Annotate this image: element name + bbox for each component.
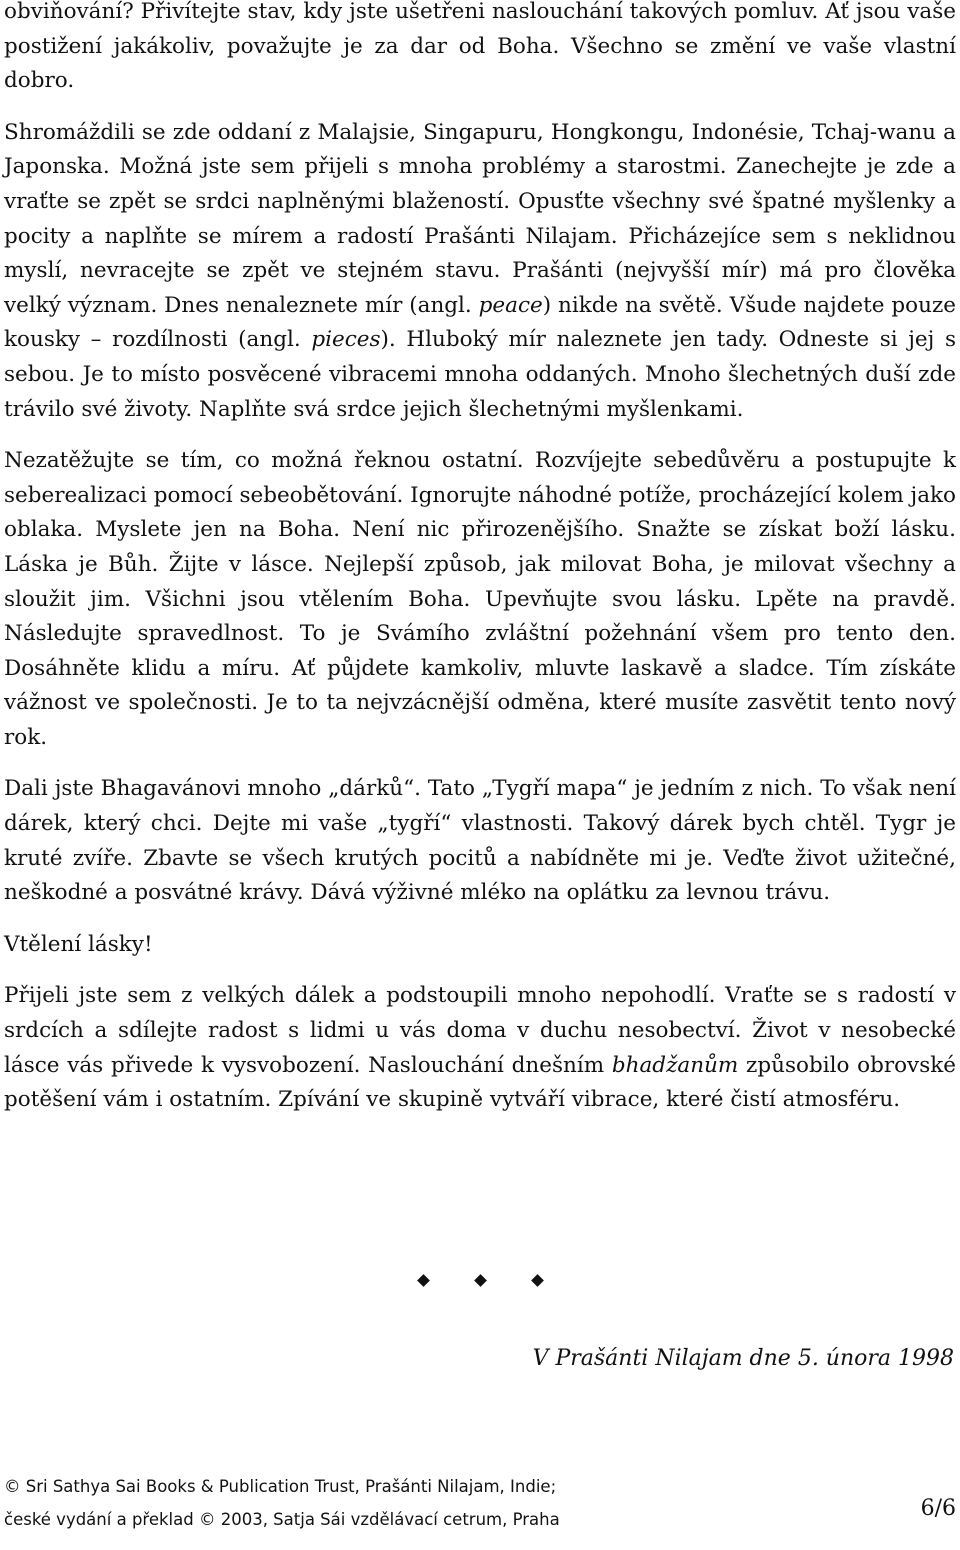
paragraph-6	[4, 979, 956, 1117]
paragraph-2-text-1: Shromáždili se zde oddaní z Malajsie, Singapuru, Hongkongu, Indonésie, Tchaj-wanu a Japonska. Možná jste sem přijeli s mnoha problémy a starostmi. Zanechejte je zde a vraťte se zpět se srdci naplněnými blažeností. Opusťte všechny své špatné myšlenky a pocity a naplňte se mírem a radostí Prašánti Nilajam. Přicházejíce sem s neklidnou myslí, nevracejte se zpět ve stejném stavu. Prašánti (nejvyšší mír) má pro člověka velký význam. Dnes nenaleznete mír (angl.	[4, 119, 956, 318]
paragraph-6-em-bhadzanum: bhadžanům	[611, 1052, 739, 1078]
dateline: V Prašánti Nilajam dne 5. února 1998	[532, 1346, 954, 1371]
body-text	[4, 0, 956, 1118]
page-footer	[4, 1470, 956, 1550]
paragraph-4: Dali jste Bhagavánovi mnoho „dárků“. Tato „Tygří mapa“ je jedním z nich. To však není dárek, který chci. Dejte mi vaše „tygří“ vlastnosti. Takový dárek bych chtěl. Tygr je kruté zvíře. Zbavte se všech krutých pocitů a nabídněte mi je. Veďte život užitečné, neškodné a posvátné krávy. Dává výživné mléko na oplátku za levnou trávu.	[4, 776, 956, 906]
diamond-icon	[531, 1274, 544, 1287]
paragraph-1: obviňování? Přivítejte stav, kdy jste ušetřeni naslouchání takových pomluv. Ať jsou vaše postižení jakákoliv, považujte je za dar od Boha. Všechno se změní ve vaše vlastní dobro.	[4, 0, 956, 94]
footer-copyright-line-1: © Sri Sathya Sai Books & Publication Trust, Prašánti Nilajam, Indie;	[4, 1477, 557, 1496]
footer-copyright-line-2: české vydání a překlad © 2003, Satja Sái vzdělávací cetrum, Praha	[4, 1510, 560, 1529]
paragraph-3: Nezatěžujte se tím, co možná řeknou ostatní. Rozvíjejte sebedůvěru a postupujte k seberealizaci pomocí sebeobětování. Ignorujte náhodné potíže, procházející kolem jako oblaka. Myslete jen na Boha. Není nic přirozenějšího. Snažte se získat boží lásku. Láska je Bůh. Žijte v lásce. Nejlepší způsob, jak milovat Boha, je milovat všechny a sloužit jim. Všichni jsou vtělením Boha. Upevňujte svou lásku. Lpěte na pravdě. Následujte spravedlnost. To je Svámího zvláštní požehnání všem pro tento den. Dosáhněte klidu a míru. Ať půjdete kamkoliv, mluvte laskavě a sladce. Tím získáte vážnost ve společnosti. Je to ta nejvzácnější odměna, které musíte zasvětit tento nový rok.	[4, 448, 957, 750]
paragraph-2-em-peace: peace	[478, 292, 543, 318]
footer-copyright	[4, 1470, 560, 1536]
paragraph-6-text-1: Přijeli jste sem z velkých dálek a podstoupili mnoho nepohodlí. Vraťte se s radostí v srdcích a sdílejte radost s lidmi u vás doma v duchu nesobectví. Život v nesobecké lásce vás přivede k vysvobození. Naslouchání dnešním	[4, 983, 956, 1078]
paragraph-2-text-2: ) nikde na světě. Všude najdete pouze kousky – rozdílnosti (angl.	[4, 292, 956, 353]
paragraph-6-text-2: způsobilo obrovské potěšení vám i ostatním. Zpívání ve skupině vytváří vibrace, které čistí atmosféru.	[4, 1052, 956, 1113]
page-number: 6/6	[920, 1496, 956, 1521]
paragraph-5: Vtělení lásky!	[4, 931, 153, 957]
diamond-icon	[417, 1274, 430, 1287]
paragraph-2-text-3: ). Hluboký mír naleznete jen tady. Odneste si jej s sebou. Je to místo posvěcené vibracemi mnoha oddaných. Mnoho šlechetných duší zde trávilo své životy. Naplňte svá srdce jejich šlechetnými myšlenkami.	[4, 327, 957, 422]
paragraph-2-em-pieces: pieces	[311, 327, 381, 353]
diamond-icon	[474, 1274, 487, 1287]
section-ornament	[0, 1276, 960, 1285]
paragraph-2	[4, 116, 956, 427]
